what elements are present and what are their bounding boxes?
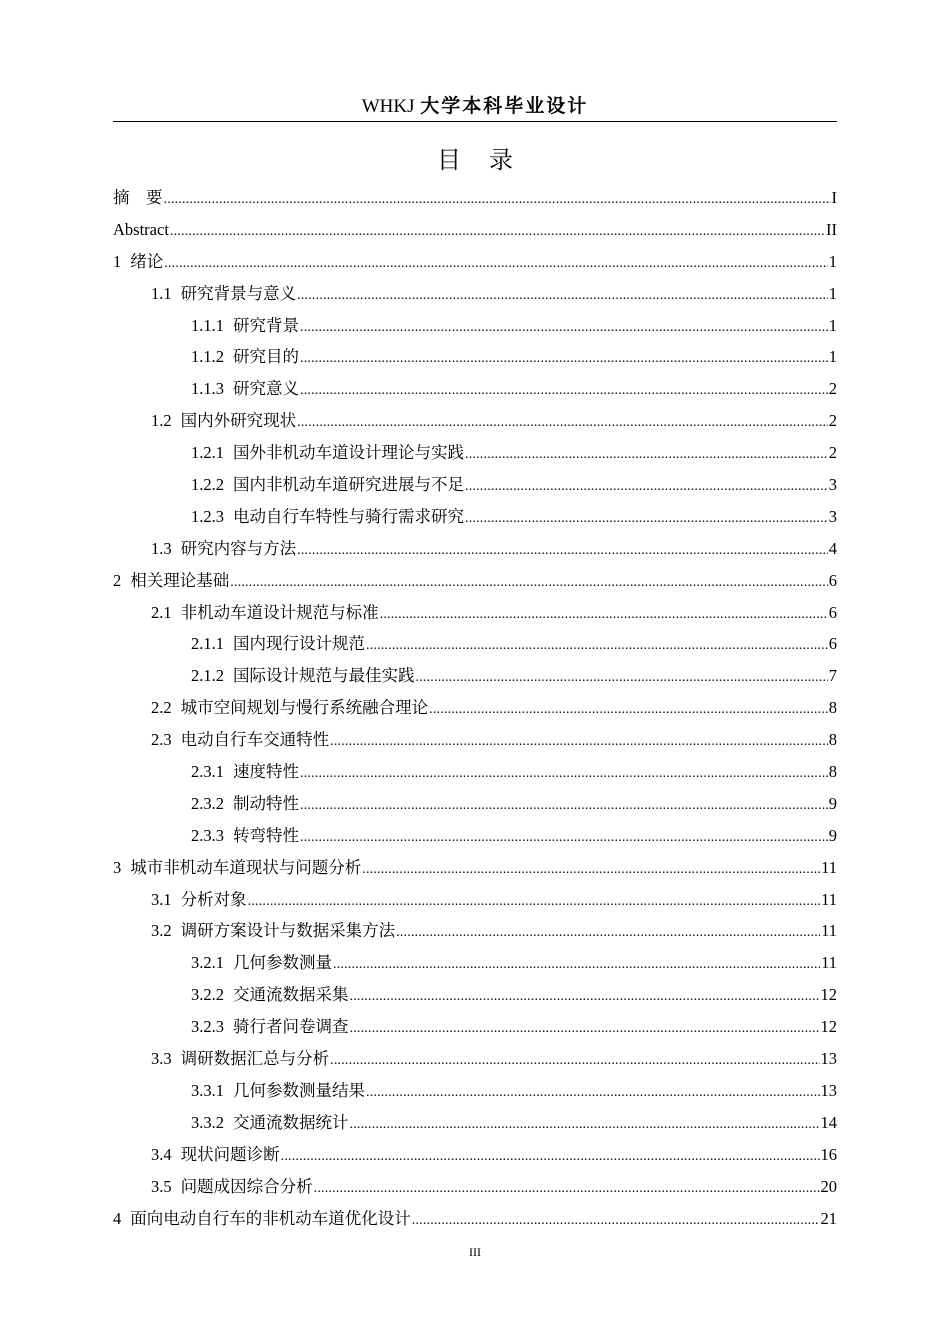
toc-entry-number: 1.2.3 [191,506,224,526]
toc-entry[interactable] [113,533,837,565]
toc-dot-leader [297,280,828,312]
toc-entry-number: 3.2.3 [191,1017,224,1037]
toc-entry-label [151,278,296,310]
toc-entry-label [151,915,395,947]
toc-entry-number: 1.2.2 [191,475,224,495]
toc-dot-leader [300,312,828,344]
toc-entry-title: 交通流数据统计 [233,1112,349,1132]
toc-dot-leader [297,535,828,567]
toc-entry-number: 3.1 [151,889,172,909]
toc-entry[interactable] [113,246,837,278]
toc-entry-label [191,373,299,405]
toc-entry-title: 研究背景 [233,315,299,335]
toc-dot-leader [330,726,828,758]
toc-dot-leader [366,630,828,662]
toc-dot-leader [164,184,831,216]
toc-entry-number: 1.1 [151,283,172,303]
toc-entry-number: 2.1 [151,602,172,622]
toc-entry-page: 11 [821,889,837,909]
toc-entry[interactable] [113,660,837,692]
toc-entry-page: 4 [828,538,837,558]
toc-dot-leader [300,343,828,375]
toc-entry-label [151,1171,313,1203]
toc-entry[interactable] [113,1203,837,1235]
toc-entry-title: 绪论 [130,251,164,271]
toc-entry[interactable] [113,501,837,533]
toc-entry-title: 制动特性 [233,793,299,813]
toc-title: 目录 [437,148,541,174]
toc-dot-leader [333,949,820,981]
toc-dot-leader [164,248,828,280]
toc-dot-leader [416,662,828,694]
toc-entry[interactable] [113,597,837,629]
toc-entry[interactable] [113,405,837,437]
toc-entry-label [191,756,299,788]
toc-dot-leader [465,471,828,503]
toc-entry-number: 3.2.1 [191,953,224,973]
toc-entry-page: 1 [828,347,837,367]
toc-entry-page: 6 [828,634,837,654]
toc-entry[interactable] [113,1075,837,1107]
toc-entry[interactable] [113,628,837,660]
toc-entry-number: 1.2 [151,411,172,431]
toc-entry-title: 非机动车道设计规范与标准 [180,602,379,622]
toc-entry-page: 8 [828,698,837,718]
toc-dot-leader [412,1205,820,1237]
toc-entry-page: 11 [821,953,837,973]
running-header [113,94,837,120]
toc-dot-leader [300,822,828,854]
toc-entry-label [191,1107,349,1139]
toc-entry[interactable] [113,469,837,501]
toc-entry[interactable] [113,1011,837,1043]
toc-entry[interactable] [113,1043,837,1075]
toc-entry-page: 2 [828,411,837,431]
toc-entry-label [191,979,349,1011]
toc-entry-title: 调研方案设计与数据采集方法 [180,921,396,941]
toc-entry-title: 分析对象 [180,889,247,909]
toc-entry-number: 2.2 [151,698,172,718]
toc-entry-title: 现状问题诊断 [180,1144,280,1164]
toc-entry[interactable] [113,820,837,852]
toc-entry-number: 2.3 [151,730,172,750]
toc-dot-leader [429,694,828,726]
toc-entry[interactable] [113,884,837,916]
toc-dot-leader [330,1045,819,1077]
toc-entry-page: 21 [820,1208,837,1228]
toc-dot-leader [281,1141,820,1173]
toc-entry-number: 2.3.2 [191,793,224,813]
toc-entry-title: 研究内容与方法 [180,538,297,558]
toc-entry-label [191,947,332,979]
toc-entry[interactable] [113,341,837,373]
toc-entry[interactable] [113,692,837,724]
toc-entry[interactable] [113,1107,837,1139]
toc-dot-leader [300,375,828,407]
toc-entry-title: 调研数据汇总与分析 [180,1049,330,1069]
toc-entry-title: 国内非机动车道研究进展与不足 [233,475,464,495]
toc-entry-number: 3.3 [151,1049,172,1069]
toc-entry-label [151,1139,280,1171]
toc-entry[interactable] [113,278,837,310]
toc-entry-title: 骑行者问卷调查 [233,1017,349,1037]
toc-dot-leader [350,981,820,1013]
toc-entry-page: 9 [828,825,837,845]
toc-entry[interactable] [113,373,837,405]
toc-entry-title: 几何参数测量结果 [233,1080,365,1100]
toc-entry-title: 研究意义 [233,379,299,399]
toc-entry-number: 3.4 [151,1144,172,1164]
toc-entry[interactable] [113,310,837,342]
toc-entry-label [113,565,229,597]
toc-entry-title: 转弯特性 [233,825,299,845]
toc-entry-page: 20 [820,1176,837,1196]
toc-entry[interactable] [113,1171,837,1203]
toc-entry-number: 2.3.3 [191,825,224,845]
toc-entry-label [151,533,296,565]
toc-entry-number: 3.2.2 [191,985,224,1005]
toc-entry-label [151,405,296,437]
toc-entry-title: Abstract [113,219,169,239]
toc-entry-title: 城市空间规划与慢行系统融合理论 [180,698,429,718]
toc-entry-title: 交通流数据采集 [233,985,349,1005]
toc-entry-page: 8 [828,762,837,782]
toc-entry-label [151,884,247,916]
toc-entry-page: 1 [828,315,837,335]
toc-dot-leader [396,917,820,949]
toc-entry-label [191,1011,349,1043]
toc-entry-number: 2.1.2 [191,666,224,686]
toc-entry-title: 几何参数测量 [233,953,332,973]
page-number: III [469,1245,481,1259]
toc-entry-label [113,246,163,278]
toc-entry-label [113,852,361,884]
toc-entry-number: 1.1.3 [191,379,224,399]
toc-entry-page: 14 [820,1112,837,1132]
toc-entry-label [191,660,415,692]
toc-entry[interactable] [113,182,837,214]
toc-dot-leader [350,1013,820,1045]
toc-entry-title: 国外非机动车道设计理论与实践 [233,443,464,463]
toc-entry-title: 电动自行车交通特性 [180,730,330,750]
toc-entry-page: 13 [820,1049,837,1069]
toc-entry-label [191,501,464,533]
header-institution-code: WHKJ [361,96,415,117]
toc-dot-leader [465,439,828,471]
toc-entry[interactable] [113,979,837,1011]
toc-entry-page: 2 [828,379,837,399]
toc-dot-leader [248,886,820,918]
toc-entry[interactable] [113,565,837,597]
toc-entry-number: 4 [113,1208,122,1228]
toc-entry-number: 1.3 [151,538,172,558]
toc-entry-label [191,469,464,501]
toc-entry-title: 城市非机动车道现状与问题分析 [130,857,362,877]
toc-entry-page: 13 [820,1080,837,1100]
toc-entry-label [191,820,299,852]
toc-entry[interactable] [113,724,837,756]
toc-entry[interactable] [113,788,837,820]
toc-entry[interactable] [113,756,837,788]
toc-dot-leader [465,503,828,535]
toc-entry-label [191,437,464,469]
toc-entry[interactable] [113,214,837,246]
toc-entry-label [151,724,329,756]
toc-entry-page: 3 [828,475,837,495]
toc-entry-title: 研究背景与意义 [180,283,297,303]
toc-entry-title: 国内现行设计规范 [233,634,365,654]
toc-dot-leader [362,854,820,886]
toc-entry-page: 12 [820,1017,837,1037]
toc-entry-title: 摘 要 [113,188,163,207]
toc-entry-number: 1 [113,251,122,271]
toc-entry-page: 12 [820,985,837,1005]
toc-entry-label [151,692,428,724]
header-document-type: 大学本科毕业设计 [420,96,589,117]
toc-entry-page: 3 [828,506,837,526]
toc-entry-number: 3.5 [151,1176,172,1196]
toc-dot-leader [314,1173,820,1205]
toc-dot-leader [297,407,828,439]
toc-dot-leader [350,1109,820,1141]
toc-entry-label [113,182,163,214]
toc-entry-title: 国际设计规范与最佳实践 [233,666,415,686]
toc-entry-label [191,310,299,342]
toc-entry-page: 1 [828,283,837,303]
toc-entry-title: 电动自行车特性与骑行需求研究 [233,506,464,526]
toc-entry-page: 11 [821,921,837,941]
table-of-contents [113,182,837,1234]
toc-dot-leader [230,567,828,599]
toc-dot-leader [380,599,828,631]
toc-entry-title: 研究目的 [233,347,299,367]
toc-entry-page: 11 [821,857,837,877]
toc-entry-label [191,628,365,660]
toc-entry-page: 9 [828,793,837,813]
toc-entry-number: 3.2 [151,921,172,941]
toc-entry-title: 速度特性 [233,762,299,782]
toc-entry-page: II [826,219,837,239]
toc-dot-leader [366,1077,820,1109]
toc-entry-label [113,214,169,246]
toc-dot-leader [300,790,828,822]
toc-entry-page: 6 [828,602,837,622]
toc-entry-number: 1.1.1 [191,315,224,335]
toc-entry-page: 7 [828,666,837,686]
toc-entry[interactable] [113,852,837,884]
toc-entry-number: 1.2.1 [191,443,224,463]
toc-entry-number: 2 [113,570,122,590]
toc-entry-number: 2.3.1 [191,762,224,782]
toc-entry-page: 2 [828,443,837,463]
toc-entry-page: 8 [828,730,837,750]
toc-entry[interactable] [113,947,837,979]
toc-entry-number: 2.1.1 [191,634,224,654]
toc-dot-leader [170,216,825,248]
toc-entry-page: 1 [828,251,837,271]
toc-entry-number: 1.1.2 [191,347,224,367]
toc-entry-page: 6 [828,570,837,590]
toc-entry-label [191,1075,365,1107]
toc-entry-title: 问题成因综合分析 [180,1176,313,1196]
toc-entry[interactable] [113,1139,837,1171]
header-rule [113,121,837,122]
toc-entry-number: 3.3.2 [191,1112,224,1132]
toc-entry-label [113,1203,411,1235]
toc-entry-number: 3 [113,857,122,877]
toc-entry-label [151,597,379,629]
toc-dot-leader [300,758,828,790]
toc-entry-page: 16 [820,1144,837,1164]
toc-entry-title: 国内外研究现状 [180,411,297,431]
toc-entry-label [151,1043,329,1075]
toc-entry-label [191,788,299,820]
toc-entry-number: 3.3.1 [191,1080,224,1100]
toc-entry-page: I [831,188,837,207]
toc-entry[interactable] [113,437,837,469]
toc-entry[interactable] [113,915,837,947]
toc-entry-title: 相关理论基础 [130,570,230,590]
toc-entry-label [191,341,299,373]
toc-entry-title: 面向电动自行车的非机动车道优化设计 [130,1208,411,1228]
